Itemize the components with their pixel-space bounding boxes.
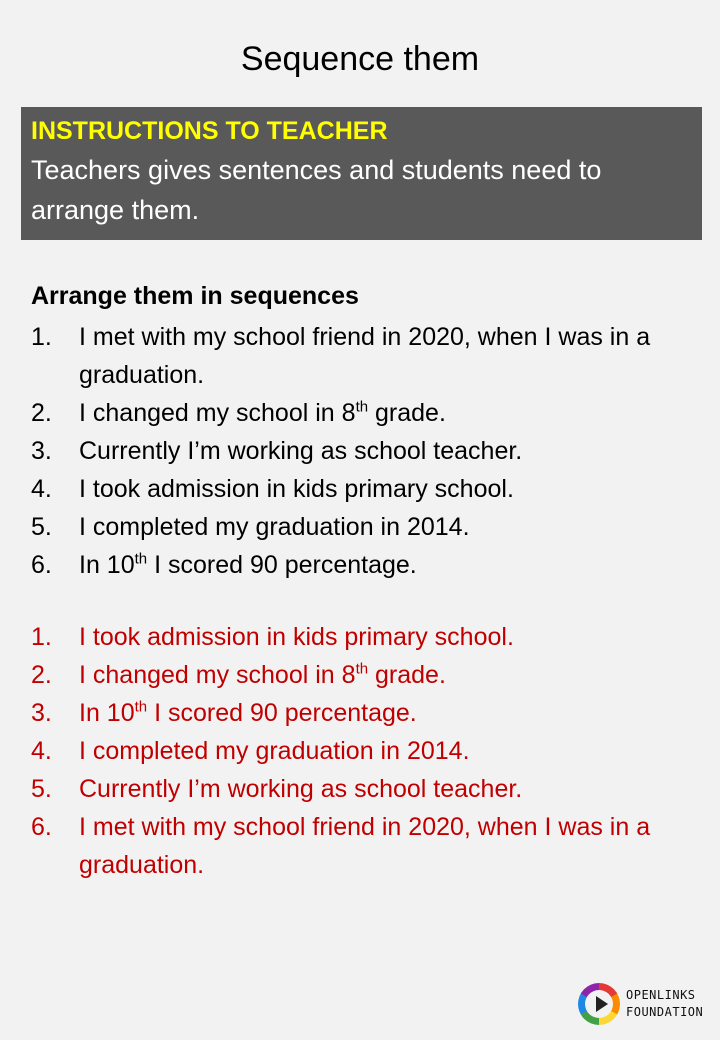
- list-item: [31, 656, 671, 694]
- item-superscript: th: [134, 550, 148, 568]
- item-number: 6.: [31, 813, 52, 841]
- item-text: I completed my graduation in 2014.: [79, 513, 470, 541]
- item-text: I met with my school friend in 2020, when I was in a graduation.: [79, 813, 651, 879]
- list-item: [31, 546, 671, 584]
- list-item: [31, 694, 671, 732]
- list-item: [31, 618, 671, 656]
- item-text: I completed my graduation in 2014.: [79, 737, 470, 765]
- answer-list: [31, 618, 671, 884]
- list-item: [31, 808, 671, 884]
- item-superscript: th: [355, 660, 369, 678]
- item-text: I met with my school friend in 2020, when I was in a graduation.: [79, 323, 651, 389]
- list-item: [31, 732, 671, 770]
- item-text-tail: grade.: [368, 399, 446, 427]
- list-item: [31, 432, 671, 470]
- item-text-tail: I scored 90 percentage.: [147, 551, 417, 579]
- item-number: 5.: [31, 775, 52, 803]
- item-text: I took admission in kids primary school.: [79, 623, 514, 651]
- play-icon: [596, 996, 608, 1012]
- item-text: I changed my school in 8: [79, 399, 356, 427]
- section-heading: Arrange them in sequences: [31, 282, 359, 310]
- instructions-heading: INSTRUCTIONS TO TEACHER: [31, 117, 388, 145]
- item-number: 6.: [31, 551, 52, 579]
- item-number: 2.: [31, 661, 52, 689]
- list-item: [31, 318, 671, 394]
- list-item: [31, 770, 671, 808]
- list-item: [31, 508, 671, 546]
- item-text: In 10: [79, 551, 135, 579]
- item-text: I changed my school in 8: [79, 661, 356, 689]
- item-number: 4.: [31, 475, 52, 503]
- openlinks-logo: [578, 983, 718, 1027]
- item-text: Currently I’m working as school teacher.: [79, 437, 523, 465]
- logo-text: [626, 987, 703, 1021]
- item-number: 1.: [31, 323, 52, 351]
- item-text-tail: I scored 90 percentage.: [147, 699, 417, 727]
- item-number: 4.: [31, 737, 52, 765]
- item-superscript: th: [355, 398, 369, 416]
- page-title: Sequence them: [240, 40, 480, 78]
- instructions-box: [21, 107, 702, 240]
- item-text: In 10: [79, 699, 135, 727]
- item-number: 2.: [31, 399, 52, 427]
- item-number: 1.: [31, 623, 52, 651]
- logo-text-line1: OPENLINKS: [626, 988, 696, 1002]
- item-number: 3.: [31, 699, 52, 727]
- item-number: 3.: [31, 437, 52, 465]
- question-list: [31, 318, 671, 584]
- item-text: Currently I’m working as school teacher.: [79, 775, 523, 803]
- logo-ring-icon: [578, 983, 620, 1025]
- item-text: I took admission in kids primary school.: [79, 475, 514, 503]
- item-superscript: th: [134, 698, 148, 716]
- instructions-text: Teachers gives sentences and students need to arrange them.: [31, 155, 602, 225]
- list-item: [31, 470, 671, 508]
- item-text-tail: grade.: [368, 661, 446, 689]
- list-item: [31, 394, 671, 432]
- item-number: 5.: [31, 513, 52, 541]
- logo-text-line2: FOUNDATION: [626, 1005, 704, 1019]
